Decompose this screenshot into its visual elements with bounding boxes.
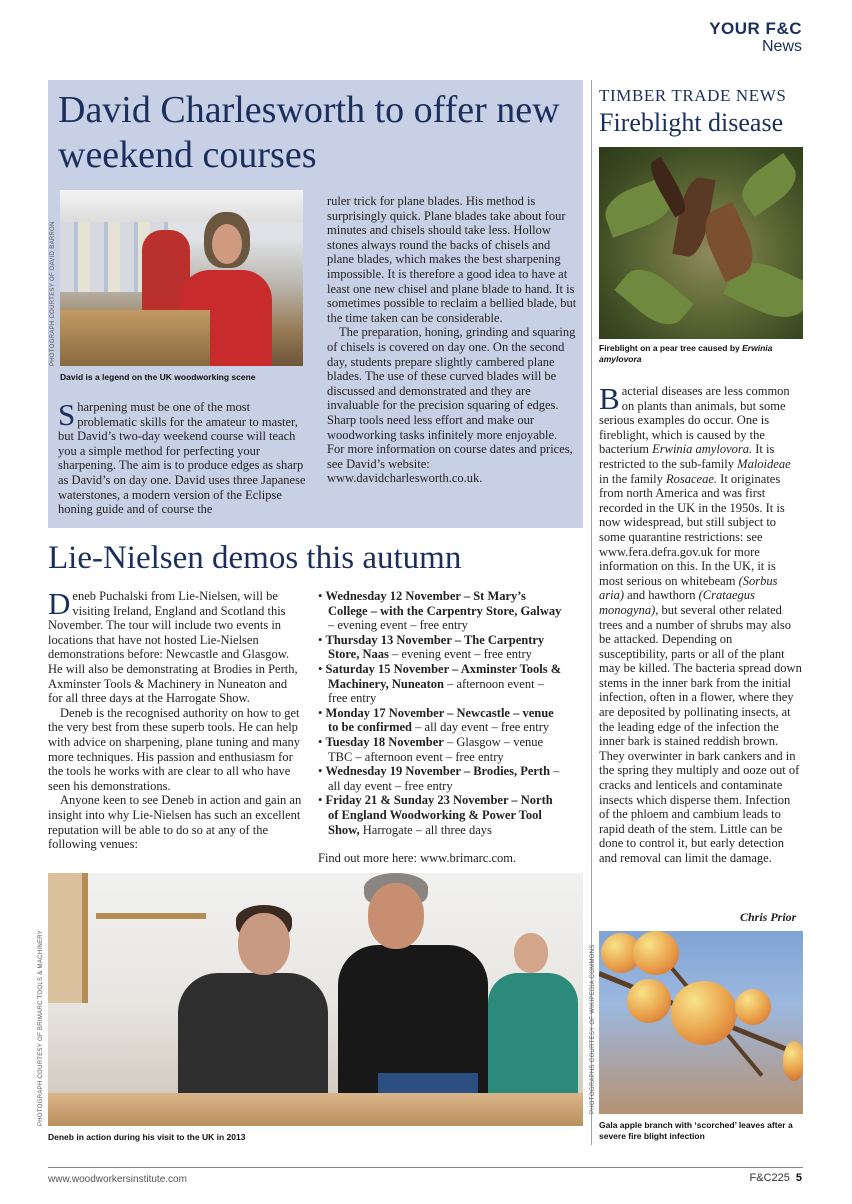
venue-item: • Monday 17 November – Newcastle – venue to be confirmed – all day event – free entry xyxy=(318,705,554,735)
footer-url[interactable]: www.woodworkersinstitute.com xyxy=(48,1174,187,1185)
apple-branch-photo xyxy=(599,931,803,1114)
photo-caption: Fireblight on a pear tree caused by Erwinia amylovora xyxy=(599,343,773,364)
article1-col2-p2: The preparation, honing, grinding and squaring of chisels is covered on day one. On the second day, students prepare slightly cambered plane blades. The use of these curved blades will be discussed and demonstrated and they are invaluable for the precision squaring of edges. Sharp tools need less effort and make our woodworking tasks infinitely more enjoyable. For more information on course dates and prices, see David’s website: www.davidcharlesworth.co.uk. xyxy=(327,325,576,486)
drop-cap: B xyxy=(599,381,620,416)
article1-col1-text: harpening must be one of the most problematic skills for the amateur to master, but David’s two-day weekend course will teach you a simple method for perfecting your sharpening. The aim is to produce edges as sharp as David’s on day one. David uses three Japanese waterstones, a modern version of the Eclipse honing guide and of course the xyxy=(58,400,306,517)
article2-title: Lie-Nielsen demos this autumn xyxy=(48,540,462,576)
photo-credit: PHOTOGRAPH COURTESY OF DAVID BARRON xyxy=(50,221,56,366)
find-more-link[interactable]: Find out more here: www.brimarc.com. xyxy=(318,851,517,865)
venue-item: • Thursday 13 November – The Carpentry Store, Naas – evening event – free entry xyxy=(318,632,545,662)
sidebar-title: Fireblight disease xyxy=(599,108,784,137)
pear-tree-photo xyxy=(599,147,803,339)
article2-p2: Deneb is the recognised authority on how to get the very best from these superb tools. He can help with advice on sharpening, plane tuning and many more techniques. His passion and enthusiasm for the tools he works with are clear to all who have seen his demonstrations. xyxy=(48,705,301,793)
article2-col2 xyxy=(318,589,566,837)
drop-cap: D xyxy=(48,586,71,621)
article1-title: David Charlesworth to offer new weekend courses xyxy=(58,89,560,176)
venue-list xyxy=(318,589,566,837)
venue-item: • Wednesday 19 November – Brodies, Perth – all day event – free entry xyxy=(318,764,560,793)
venue-item: • Wednesday 12 November – St Mary’s College – with the Carpentry Store, Galway – evening event – free entry xyxy=(318,589,562,633)
article2-p1: eneb Puchalski from Lie-Nielsen, will be visiting Ireland, England and Scotland this November. The tour will include two events in locations that have not hosted Lie-Nielsen demonstrations before: Newcastle and Glasgow. He will also be demonstrating at Brodies in Perth, Axminster Tools & Machinery in Nuneaton and for all three days at the Harrogate Show. xyxy=(48,589,298,706)
photo-credit: PHOTOGRAPH COURTESY OF BRIMARC TOOLS & MACHINERY xyxy=(38,929,44,1126)
venue-item: • Friday 21 & Sunday 23 November – North of England Woodworking & Power Tool Show, Harrogate – all three days xyxy=(318,793,553,837)
section-header xyxy=(709,20,802,55)
author-signature: Chris Prior xyxy=(740,910,797,924)
article2-col1 xyxy=(48,586,302,852)
photo-credit: PHOTOGRAPHS COURTESY OF WIKIPEDIA COMMONS xyxy=(590,944,596,1114)
photo-caption: Deneb in action during his visit to the UK in 2013 xyxy=(48,1132,246,1142)
article1-col1 xyxy=(58,397,306,517)
venue-item: • Saturday 15 November – Axminster Tools & Machinery, Nuneaton – afternoon event – free entry xyxy=(318,661,562,706)
article2-p3: Anyone keen to see Deneb in action and gain an insight into why Lie-Nielsen has such an excellent reputation will be able to do so at any of the following venues: xyxy=(48,793,302,852)
venue-item: • Tuesday 18 November – Glasgow – venue TBC – afternoon event – free entry xyxy=(318,734,544,764)
david-photo xyxy=(60,190,303,366)
footer-issue: F&C225 5 xyxy=(749,1172,802,1184)
page-number: 5 xyxy=(795,1172,802,1184)
drop-cap: S xyxy=(58,397,76,432)
feature-box xyxy=(48,80,583,528)
sidebar-kicker: TIMBER TRADE NEWS xyxy=(599,86,787,105)
section-kicker: YOUR F&C xyxy=(709,19,802,38)
photo-caption: Gala apple branch with ‘scorched’ leaves after a severe fire blight infection xyxy=(599,1120,793,1141)
article1-col2 xyxy=(327,194,577,486)
deneb-photo xyxy=(48,873,583,1126)
workbench xyxy=(60,310,210,366)
footer-rule xyxy=(48,1167,803,1168)
article1-col2-p1: ruler trick for plane blades. His method is surprisingly quick. Plane blades take about four minutes and chisels should take less. Hollow stones always round the backs of chisels and plane blades, which makes the best sharpening impossible. It is therefore a good idea to have at least one new chisel and plane blade to hand. It is sometimes possible to reclaim a bellied blade, but the time taken can be considerable. xyxy=(327,194,577,325)
section-name: News xyxy=(761,38,802,55)
photo-caption: David is a legend on the UK woodworking scene xyxy=(60,372,256,382)
sidebar-body: Bacterial diseases are less common on plants than animals, but some serious examples do occur. One is fireblight, which is caused by the bacterium Erwinia amylovora. It is restricted to the sub-family Maloideae in the family Rosaceae. It originates from north America and was first recorded in the UK in the 1950s. It is now widespread, but still subject to some quarantine restrictions: see www.fera.defra.gov.uk for more information on this. In the UK, it is most serious on whitebeam (Sorbus aria) and hawthorn (Crataegus monogyna), but several other related trees and a number of shrubs may also be attacked. Depending on susceptibility, parts or all of the plant may be killed. The bacteria spread down stems in the inner bark from the initial infection, often in a flower, where they are deposited by pollinating insects, at the leading edge of the infection the inner bark is stained reddish brown. They overwinter in bark cankers and in the spring they multiply and ooze out of cracks and lenticels and contaminate insects which disperse them. Infection of the phloem and cambium leads to rapid death of the stem. Little can be done to control it, but early detection and removal can limit the damage. xyxy=(599,381,802,865)
